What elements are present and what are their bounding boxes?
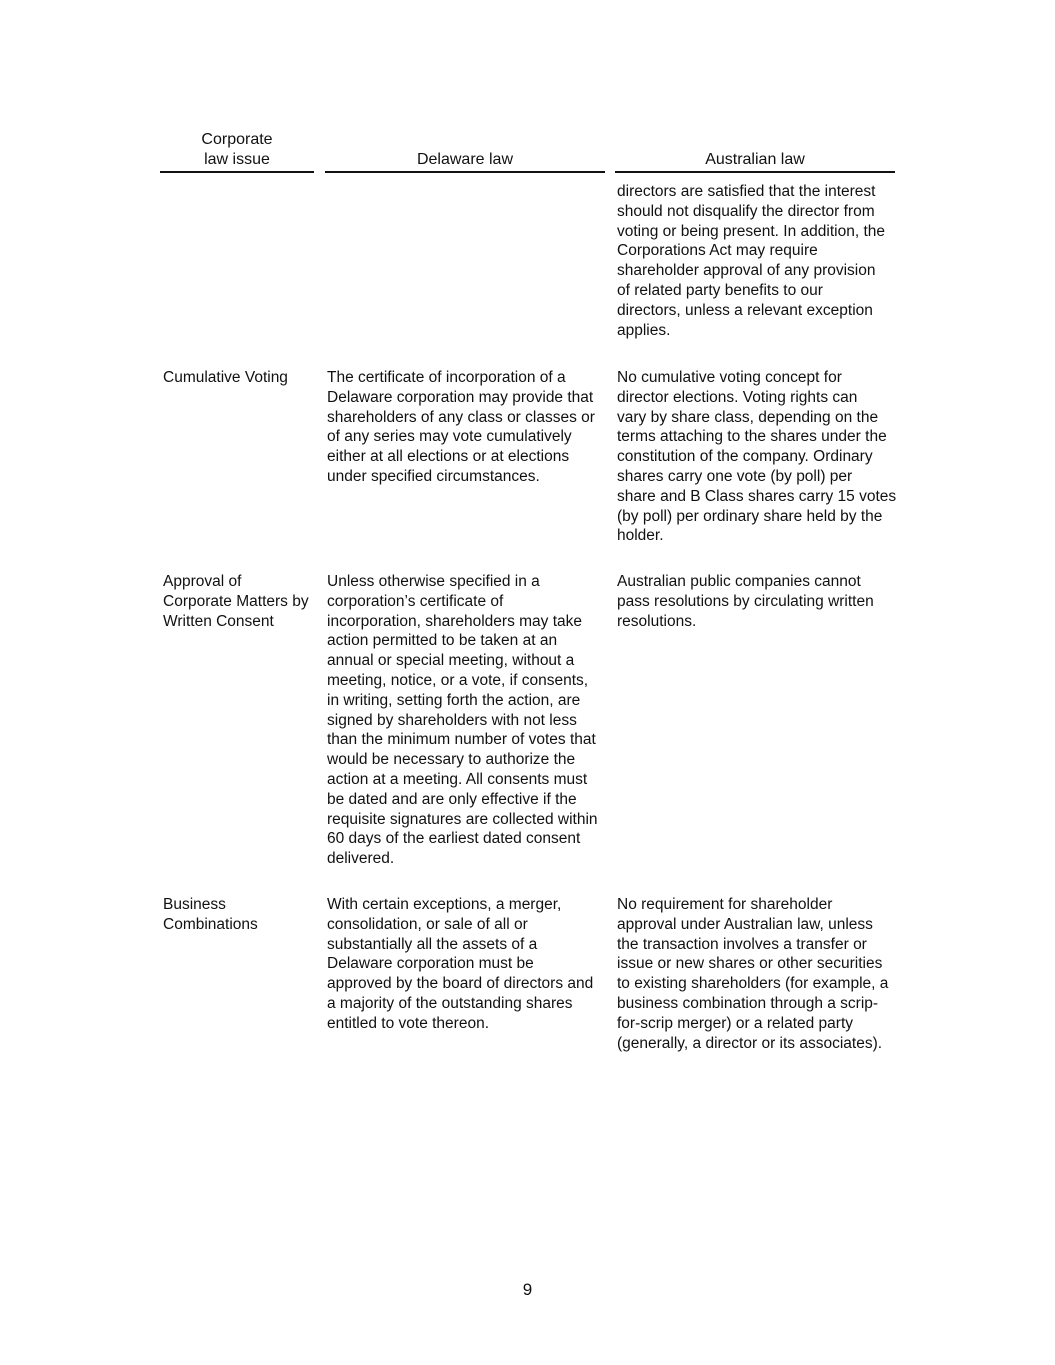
header-delaware-law: Delaware law	[325, 130, 605, 173]
row-written-consent-delaware: Unless otherwise specified in a corporation’s certificate of incorporation, shareholders may take action permitted to be taken at an annual or special meeting, without a meeting, notice, or a vote, if consents, in writing, setting forth the action, are signed by shareholders with not less than the minimum number of votes that would be necessary to authorize the action at a meeting. All consents must be dated and are only effective if the requisite signatures are collected within 60 days of the earliest dated consent delivered.	[327, 573, 598, 868]
row-business-combinations-issue: Business Combinations	[163, 896, 258, 933]
row-business-combinations-delaware: With certain exceptions, a merger, consolidation, or sale of all or substantially all the assets of a Delaware corporation must be approved by the board of directors and a majority of the outstanding shares entitled to vote thereon.	[327, 896, 594, 1032]
row-business-combinations-australia: No requirement for shareholder approval under Australian law, unless the transaction involves a transfer or issue or new shares or other securities to existing shareholders (for example, a business combination through a scrip- for-scrip merger) or a related party (generally, a director or its associates).	[617, 896, 889, 1052]
row-cumulative-voting-delaware: The certificate of incorporation of a Delaware corporation may provide that shareholders of any class or classes or of any series may vote cumulatively either at all elections or at elections under specified circumstances.	[327, 369, 595, 485]
header-corporate-law-issue	[160, 130, 314, 173]
page-number: 9	[522, 1280, 533, 1299]
header-issue-line1: Corporate	[201, 131, 273, 148]
row-written-consent-australia: Australian public companies cannot pass resolutions by circulating written resolutions.	[617, 573, 874, 630]
row-written-consent-issue: Approval of Corporate Matters by Written Consent	[163, 573, 309, 630]
header-australian-law: Australian law	[615, 130, 895, 173]
row-cumulative-voting-issue: Cumulative Voting	[163, 369, 288, 386]
row-cumulative-voting-australia: No cumulative voting concept for director elections. Voting rights can vary by share class, depending on the terms attaching to the shares under the constitution of the company. Ordinary shares carry one vote (by poll) per share and B Class shares carry 15 votes (by poll) per ordinary share held by the holder.	[617, 369, 897, 545]
header-issue-line2: law issue	[204, 151, 270, 168]
continuation-australia-cell: directors are satisfied that the interest should not disqualify the director from voting or being present. In addition, the Corporations Act may require shareholder approval of any provision of related party benefits to our directors, unless a relevant exception applies.	[617, 183, 885, 339]
